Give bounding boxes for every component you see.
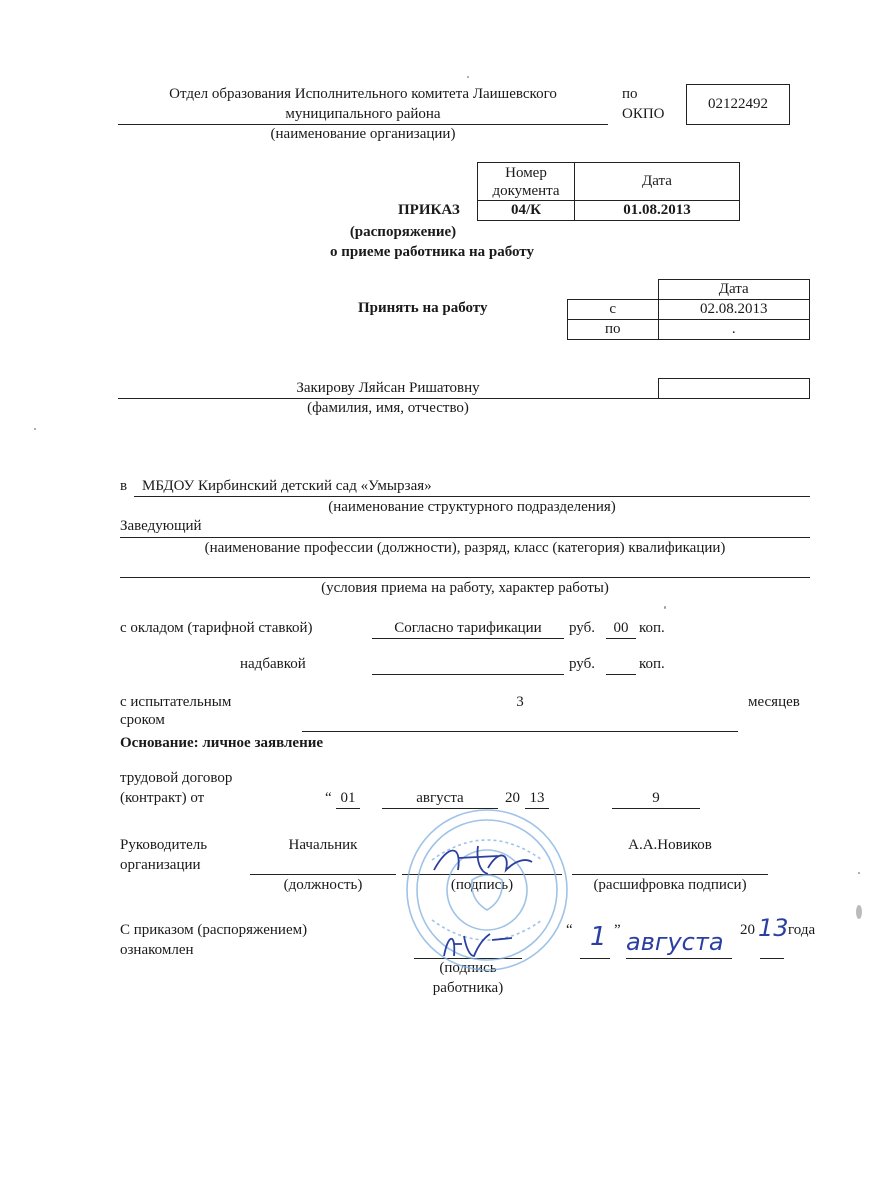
ack-close-quote: ” (614, 922, 621, 938)
ack-sign-caption-2: работника) (432, 980, 504, 996)
doc-number-table (477, 162, 740, 221)
ack-sign-caption-1: (подпись (439, 960, 497, 976)
basis-text: Основание: личное заявление (120, 735, 324, 751)
doc-date-header: Дата (575, 163, 740, 201)
salary-underline (372, 638, 564, 639)
org-name-underline (118, 124, 608, 125)
contract-number-underline (612, 808, 700, 809)
order-subtitle: (распоряжение) (349, 224, 457, 240)
contract-day-underline (336, 808, 360, 809)
employee-name: Закирову Ляйсан Ришатовну (296, 380, 480, 396)
salary-label: с окладом (тарифной ставкой) (120, 620, 313, 636)
contract-number: 9 (652, 790, 660, 806)
department-underline (134, 496, 810, 497)
decode-caption-label: (расшифровка подписи) (593, 877, 747, 893)
conditions-underline (120, 577, 810, 578)
hire-from-label: с (568, 300, 659, 320)
ack-day-underline (580, 958, 610, 959)
doc-date: 01.08.2013 (575, 201, 740, 221)
okpo-label: ОКПО (622, 106, 665, 122)
position-name: Заведующий (120, 518, 202, 534)
contract-year-suffix: 13 (529, 790, 545, 806)
doc-number: 04/К (478, 201, 575, 221)
ack-day: 1 (590, 922, 607, 952)
position-caption: (наименование профессии (должности), разряд, класс (категория) квалификации) (204, 540, 726, 556)
position-underline (120, 537, 810, 538)
position-caption-label: (должность) (283, 877, 363, 893)
manager-label-1: Руководитель (120, 837, 208, 853)
ack-month-underline (626, 958, 732, 959)
contract-day: 01 (340, 790, 356, 806)
order-subject: о приеме работника на работу (330, 244, 534, 260)
salary-rub: руб. (569, 620, 595, 636)
contract-label-1: трудовой договор (120, 770, 233, 786)
contract-year-prefix: 20 (505, 790, 520, 806)
hire-to-date: . (658, 320, 810, 340)
contract-month-underline (382, 808, 498, 809)
scan-speck (467, 76, 469, 78)
scan-speck (856, 905, 862, 919)
order-title: ПРИКАЗ (398, 202, 460, 218)
manager-name-underline (572, 874, 768, 875)
ack-label-2: ознакомлен (120, 942, 194, 958)
ack-label-1: С приказом (распоряжением) (120, 922, 308, 938)
employee-caption: (фамилия, имя, отчество) (307, 400, 469, 416)
conditions-caption: (условия приема на работу, характер работы) (321, 580, 609, 596)
manager-label-2: организации (120, 857, 201, 873)
ack-year-suffix: 13 (758, 914, 789, 942)
contract-label-2: (контракт) от (120, 790, 205, 806)
probation-underline (302, 731, 738, 732)
ack-year-underline (760, 958, 784, 959)
hire-date-header: Дата (658, 280, 810, 300)
probation-value: 3 (516, 694, 524, 710)
manager-position: Начальник (288, 837, 358, 853)
ack-month: августа (626, 928, 724, 956)
manager-position-underline (250, 874, 396, 875)
doc-number-header: Номер документа (478, 163, 575, 201)
department-name: МБДОУ Кирбинский детский сад «Умырзая» (142, 478, 432, 494)
bonus-kop: коп. (639, 656, 665, 672)
okpo-code-box: 02122492 (686, 84, 790, 125)
hire-from-date: 02.08.2013 (658, 300, 810, 320)
salary-kop-value: 00 (613, 620, 629, 636)
scan-speck (664, 606, 666, 609)
probation-label-1: с испытательным (120, 694, 232, 710)
salary-kop-underline (606, 638, 636, 639)
bonus-kop-underline (606, 674, 636, 675)
contract-year-underline (525, 808, 549, 809)
org-caption: (наименование организации) (270, 126, 456, 142)
contract-open-quote: “ (325, 790, 332, 806)
employee-signature-scribble (440, 926, 520, 962)
hire-label: Принять на работу (358, 300, 488, 316)
bonus-underline (372, 674, 564, 675)
department-prefix: в (120, 478, 128, 494)
ack-signature-underline (414, 958, 522, 959)
salary-kop: коп. (639, 620, 665, 636)
signature-caption-label: (подпись) (450, 877, 514, 893)
manager-name: А.А.Новиков (628, 837, 712, 853)
scan-speck (34, 428, 36, 430)
org-name-line2: муниципального района (285, 106, 441, 122)
probation-label-2: сроком (120, 712, 165, 728)
hire-to-label: по (568, 320, 659, 340)
manager-signature-underline (402, 874, 562, 875)
employee-tab-number-box (658, 378, 810, 399)
okpo-label-po: по (622, 86, 638, 102)
ack-year-prefix: 20 (740, 922, 755, 938)
bonus-label: надбавкой (240, 656, 306, 672)
bonus-rub: руб. (569, 656, 595, 672)
scan-speck (858, 872, 860, 874)
ack-open-quote: “ (566, 922, 573, 938)
org-name-line1: Отдел образования Исполнительного комитета Лаишевского (169, 86, 557, 102)
probation-unit: месяцев (748, 694, 800, 710)
contract-month: августа (416, 790, 464, 806)
employee-underline (118, 398, 658, 399)
salary-value: Согласно тарификации (394, 620, 542, 636)
department-caption: (наименование структурного подразделения) (328, 499, 616, 515)
hire-date-table (567, 279, 810, 340)
ack-year-word: года (788, 922, 816, 938)
